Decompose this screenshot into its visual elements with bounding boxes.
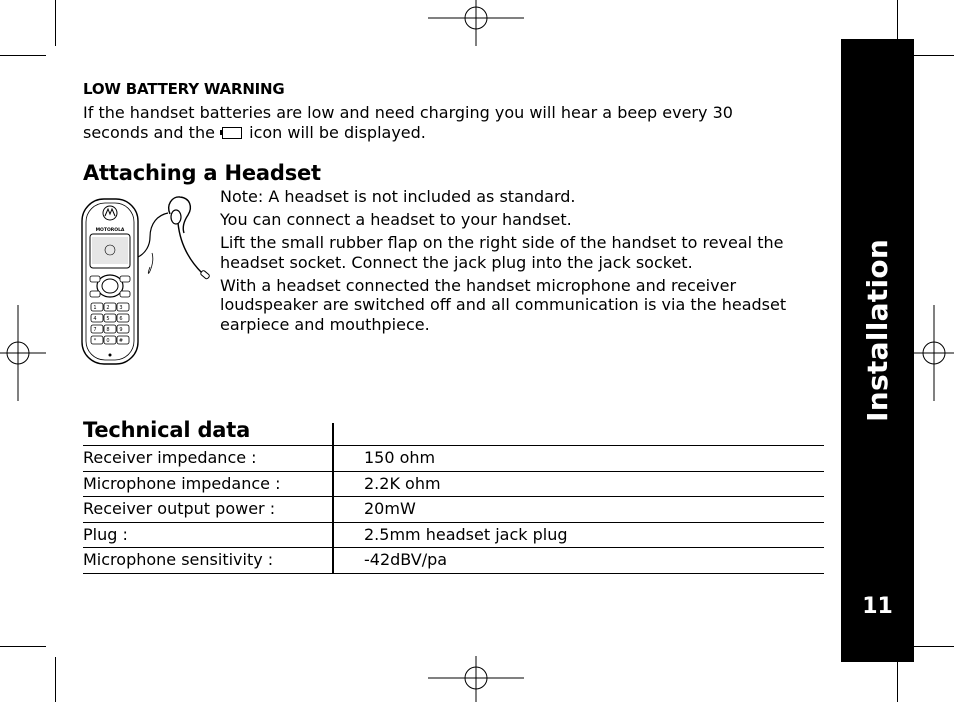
keypad-key-label: 4 — [93, 316, 97, 322]
crop-mark — [55, 0, 56, 46]
registration-mark-bottom — [428, 656, 524, 702]
low-battery-heading: LOW BATTERY WARNING — [83, 80, 285, 98]
table-row — [83, 471, 824, 497]
battery-icon — [222, 127, 242, 139]
spec-label: Receiver impedance : — [83, 448, 257, 467]
crop-mark — [908, 646, 954, 647]
spec-value: 2.5mm headset jack plug — [364, 524, 568, 544]
table-row — [83, 547, 824, 574]
spec-label: Microphone impedance : — [83, 473, 281, 493]
keypad-key-label: 0 — [106, 338, 110, 344]
technical-data-heading: Technical data — [83, 418, 251, 442]
keypad-key-label: 2 — [106, 305, 110, 311]
low-battery-text-part2: icon will be displayed. — [249, 123, 426, 142]
keypad-key-label: 8 — [106, 327, 110, 333]
handset-brand: MOTOROLA — [95, 228, 125, 233]
keypad-key-label: 1 — [93, 305, 97, 311]
crop-mark — [55, 657, 56, 702]
handset-with-headset-illustration — [80, 193, 225, 370]
keypad-key-label: 7 — [93, 327, 97, 333]
keypad-key-label: 9 — [119, 327, 123, 333]
headset-heading: Attaching a Headset — [83, 161, 321, 185]
headset-paragraph: Lift the small rubber flap on the right side of the handset to reveal the headset socket. Connect the jack plug into the jack socket. — [220, 233, 784, 272]
keypad-key-label: 5 — [106, 316, 110, 322]
technical-data-table — [83, 445, 824, 574]
spec-label: Plug : — [83, 524, 128, 544]
headset-instructions — [220, 187, 825, 338]
headset-paragraph: Note: A headset is not included as standard. — [220, 187, 576, 206]
headset-paragraph: With a headset connected the handset microphone and receiver loudspeaker are switched off and all communication is via the headset earpiece and mouthpiece. — [220, 275, 787, 334]
registration-mark-top — [428, 0, 524, 46]
headset-paragraph: You can connect a headset to your handset. — [220, 210, 572, 229]
spec-value: 2.2K ohm — [364, 473, 441, 493]
crop-mark — [0, 55, 46, 56]
section-side-tab — [841, 39, 914, 662]
keypad-key-label: # — [118, 338, 124, 344]
table-row — [83, 445, 824, 471]
crop-mark — [897, 657, 898, 702]
crop-mark — [0, 646, 46, 647]
table-row — [83, 522, 824, 548]
page-number: 11 — [862, 594, 893, 619]
registration-mark-right — [908, 305, 954, 401]
registration-mark-left — [0, 305, 46, 401]
low-battery-text — [83, 103, 803, 143]
low-battery-text-part1: If the handset batteries are low and need charging you will hear a beep every 30 seconds and the — [83, 103, 733, 142]
spec-value: 150 ohm — [364, 448, 436, 467]
section-label: Installation — [861, 238, 894, 422]
spec-value: -42dBV/pa — [364, 550, 448, 569]
spec-value: 20mW — [364, 499, 416, 518]
keypad-key-label: 6 — [119, 316, 123, 322]
crop-mark — [908, 55, 954, 56]
spec-label: Receiver output power : — [83, 499, 276, 518]
table-row — [83, 496, 824, 522]
keypad-key-label: 3 — [119, 305, 123, 311]
spec-label: Microphone sensitivity : — [83, 550, 274, 569]
keypad-key-label: * — [93, 338, 97, 344]
